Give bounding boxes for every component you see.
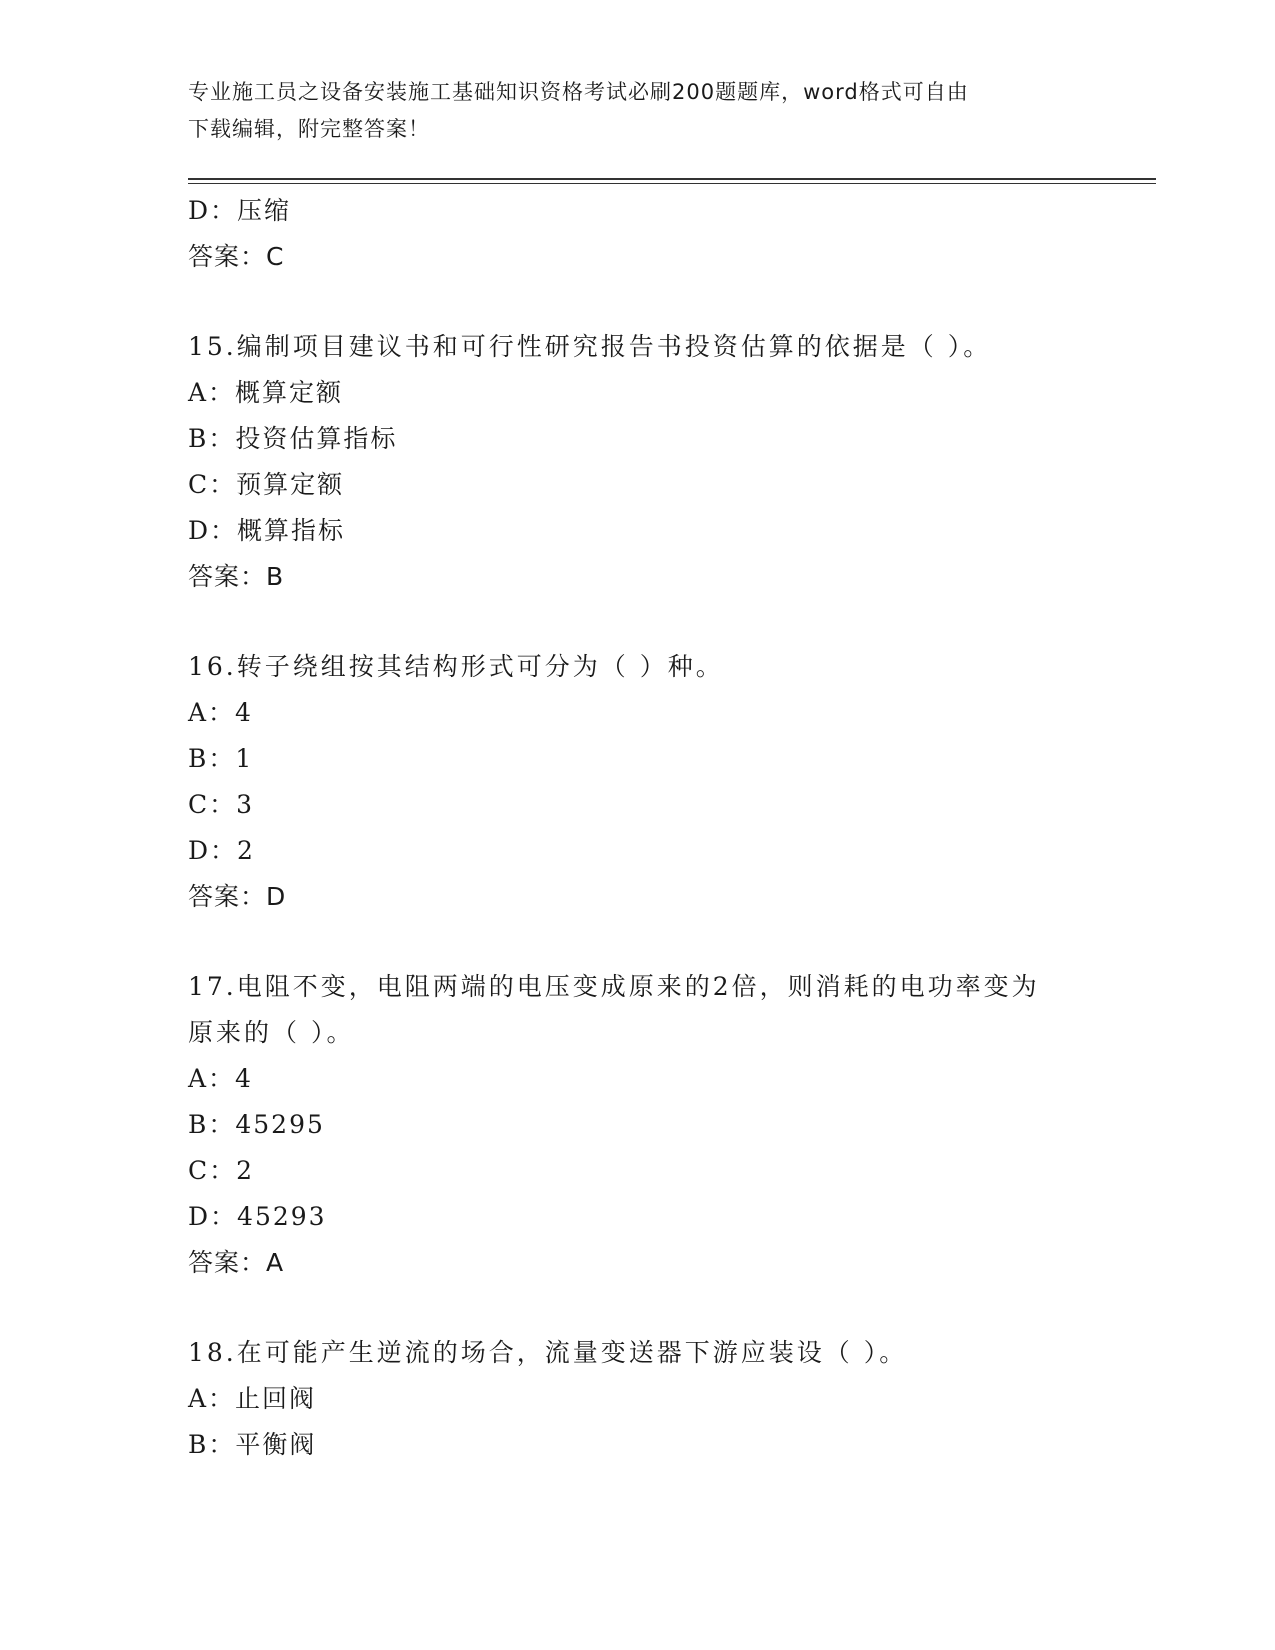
answer: 答案：A [188, 1248, 285, 1277]
answer: 答案：B [188, 562, 285, 591]
option-b: B：1 [188, 744, 254, 773]
option-c: C：3 [188, 790, 255, 819]
question-14-tail [188, 188, 1108, 280]
header-title-line-2: 下载编辑，附完整答案！ [188, 117, 430, 141]
option-a: A：概算定额 [188, 378, 344, 407]
question-stem: 18.在可能产生逆流的场合，流量变送器下游应装设（ ）。 [188, 1338, 908, 1367]
option-a: A：止回阀 [188, 1384, 317, 1413]
header-divider-thin [188, 183, 1156, 184]
question-17 [188, 964, 1108, 1286]
option-b: B：平衡阀 [188, 1430, 317, 1459]
question-stem-line-1: 17.电阻不变，电阻两端的电压变成原来的2倍，则消耗的电功率变为 [188, 972, 1040, 1001]
question-15 [188, 324, 1108, 600]
document-header [188, 74, 1088, 148]
answer: 答案：C [188, 242, 285, 271]
question-16 [188, 644, 1108, 920]
option-b: B：投资估算指标 [188, 424, 398, 453]
option-c: C：2 [188, 1156, 255, 1185]
option-c: C：预算定额 [188, 470, 345, 499]
option-d: D：概算指标 [188, 516, 346, 545]
header-title-line-1: 专业施工员之设备安装施工基础知识资格考试必刷200题题库，word格式可自由 [188, 80, 969, 104]
option-a: A：4 [188, 1064, 253, 1093]
answer: 答案：D [188, 882, 287, 911]
option-d: D：2 [188, 836, 255, 865]
header-divider-thick [188, 178, 1156, 180]
option-a: A：4 [188, 698, 253, 727]
option-d: D：45293 [188, 1202, 327, 1231]
question-18 [188, 1330, 1108, 1468]
option-d: D：压缩 [188, 196, 292, 225]
question-stem: 16.转子绕组按其结构形式可分为（ ）种。 [188, 652, 724, 681]
question-stem: 15.编制项目建议书和可行性研究报告书投资估算的依据是（ ）。 [188, 332, 992, 361]
question-stem-line-2: 原来的（ ）。 [188, 1018, 355, 1047]
option-b: B：45295 [188, 1110, 325, 1139]
question-list [188, 188, 1108, 1468]
